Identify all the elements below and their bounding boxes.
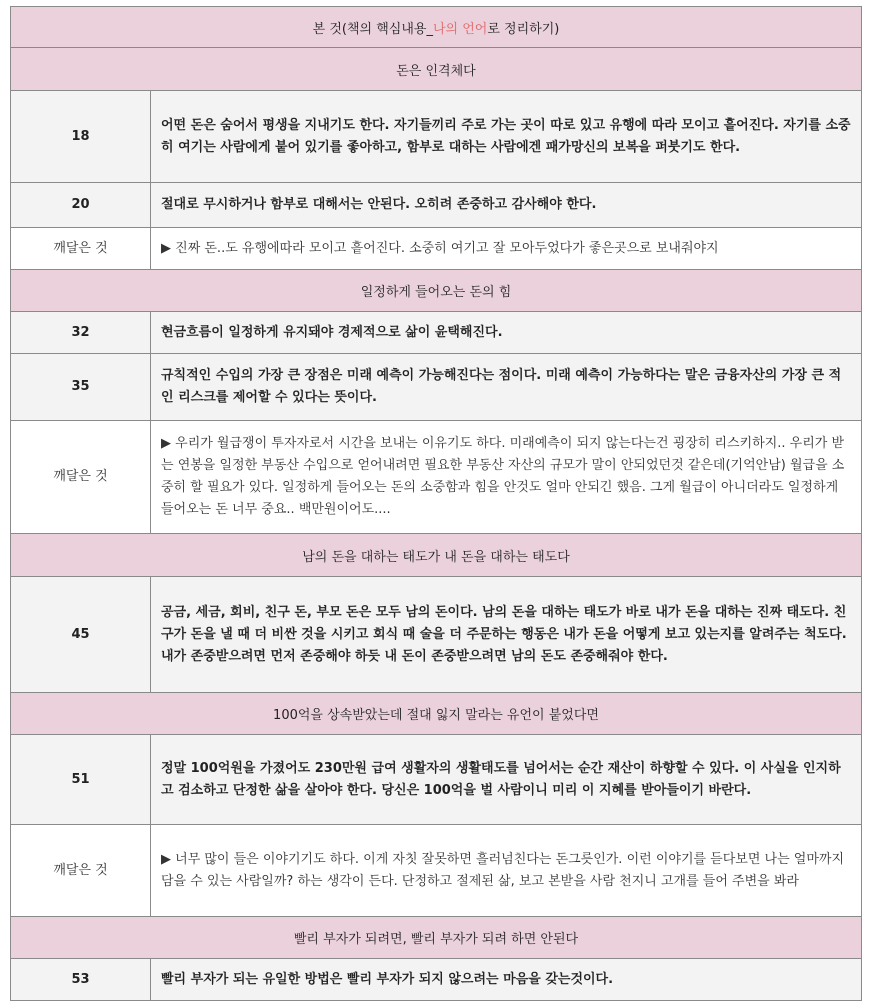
quote-text: 현금흐름이 일정하게 유지돼야 경제적으로 삶이 윤택해진다. [151,312,862,354]
note-label: 깨달은 것 [11,228,151,270]
note-text: ▶ 진짜 돈..도 유행에따라 모이고 흩어진다. 소중히 여기고 잘 모아두었다가 좋은곳으로 보내줘야지 [151,228,862,270]
page-number: 51 [11,735,151,825]
page-number: 53 [11,959,151,1001]
quote-row [11,577,862,693]
section-row [11,917,862,959]
quote-text: 절대로 무시하거나 함부로 대해서는 안된다. 오히려 존중하고 감사해야 한다. [151,183,862,228]
title-row [11,7,862,48]
page-number: 18 [11,91,151,183]
quote-row [11,735,862,825]
section-row [11,48,862,91]
page-number: 32 [11,312,151,354]
section-row [11,534,862,577]
section-row [11,693,862,735]
section-title: 일정하게 들어오는 돈의 힘 [11,270,862,312]
quote-text: 어떤 돈은 숨어서 평생을 지내기도 한다. 자기들끼리 주로 가는 곳이 따로 있고 유행에 따라 모이고 흩어진다. 자기를 소중히 여기는 사람에게 붙어 있기를 좋아하고, 함부로 대하는 사람에겐 패가망신의 보복을 퍼붓기도 한다. [151,91,862,183]
summary-table [10,6,862,1001]
title-accent: 나의 언어 [432,21,488,37]
title-suffix: 로 정리하기) [487,21,560,37]
note-text: ▶ 우리가 월급쟁이 투자자로서 시간을 보내는 이유기도 하다. 미래예측이 되지 않는다는건 굉장히 리스키하지.. 우리가 받는 연봉을 일정한 부동산 수입으로 얻어내려면 필요한 부동산 자산의 규모가 말이 안되었던것 같은데(기억안남) 월급을 소중히 할 필요가 있다. 일정하게 들어오는 돈의 소중함과 힘을 안것도 얼마 안되긴 했음. 그게 월급이 아니더라도 일정하게 들어오는 돈 너무 중요.. 백만원이어도.... [151,421,862,534]
note-row [11,825,862,917]
quote-row [11,91,862,183]
note-label: 깨달은 것 [11,421,151,534]
quote-row [11,183,862,228]
section-row [11,270,862,312]
quote-text: 빨리 부자가 되는 유일한 방법은 빨리 부자가 되지 않으려는 마음을 갖는것이다. [151,959,862,1001]
section-title: 남의 돈을 대하는 태도가 내 돈을 대하는 태도다 [11,534,862,577]
quote-text: 정말 100억원을 가졌어도 230만원 급여 생활자의 생활태도를 넘어서는 순간 재산이 하향할 수 있다. 이 사실을 인지하고 검소하고 단정한 삶을 살아야 한다. 당신은 100억을 벌 사람이니 미리 이 지혜를 받아들이기 바란다. [151,735,862,825]
quote-row [11,959,862,1001]
note-text: ▶ 너무 많이 들은 이야기기도 하다. 이게 자칫 잘못하면 흘러넘친다는 돈그릇인가. 이런 이야기를 듣다보면 나는 얼마까지 담을 수 있는 사람일까? 하는 생각이 든다. 단정하고 절제된 삶, 보고 본받을 사람 천지니 고개를 들어 주변을 봐라 [151,825,862,917]
page-number: 45 [11,577,151,693]
section-title: 빨리 부자가 되려면, 빨리 부자가 되려 하면 안된다 [11,917,862,959]
note-row [11,421,862,534]
section-title: 돈은 인격체다 [11,48,862,91]
quote-row [11,312,862,354]
quote-text: 공금, 세금, 회비, 친구 돈, 부모 돈은 모두 남의 돈이다. 남의 돈을 대하는 태도가 바로 내가 돈을 대하는 진짜 태도다. 친구가 돈을 낼 때 더 비싼 것을 시키고 회식 때 술을 더 주문하는 행동은 내가 돈을 어떻게 보고 있는지를 알려주는 척도다. 내가 존중받으려면 먼저 존중해야 하듯 내 돈이 존중받으려면 남의 돈도 존중해줘야 한다. [151,577,862,693]
page-number: 35 [11,354,151,421]
note-label: 깨달은 것 [11,825,151,917]
title-cell [11,7,862,48]
title-prefix: 본 것(책의 핵심내용_ [312,21,433,37]
quote-row [11,354,862,421]
page-number: 20 [11,183,151,228]
note-row [11,228,862,270]
section-title: 100억을 상속받았는데 절대 잃지 말라는 유언이 붙었다면 [11,693,862,735]
quote-text: 규칙적인 수입의 가장 큰 장점은 미래 예측이 가능해진다는 점이다. 미래 예측이 가능하다는 말은 금융자산의 가장 큰 적인 리스크를 제어할 수 있다는 뜻이다. [151,354,862,421]
